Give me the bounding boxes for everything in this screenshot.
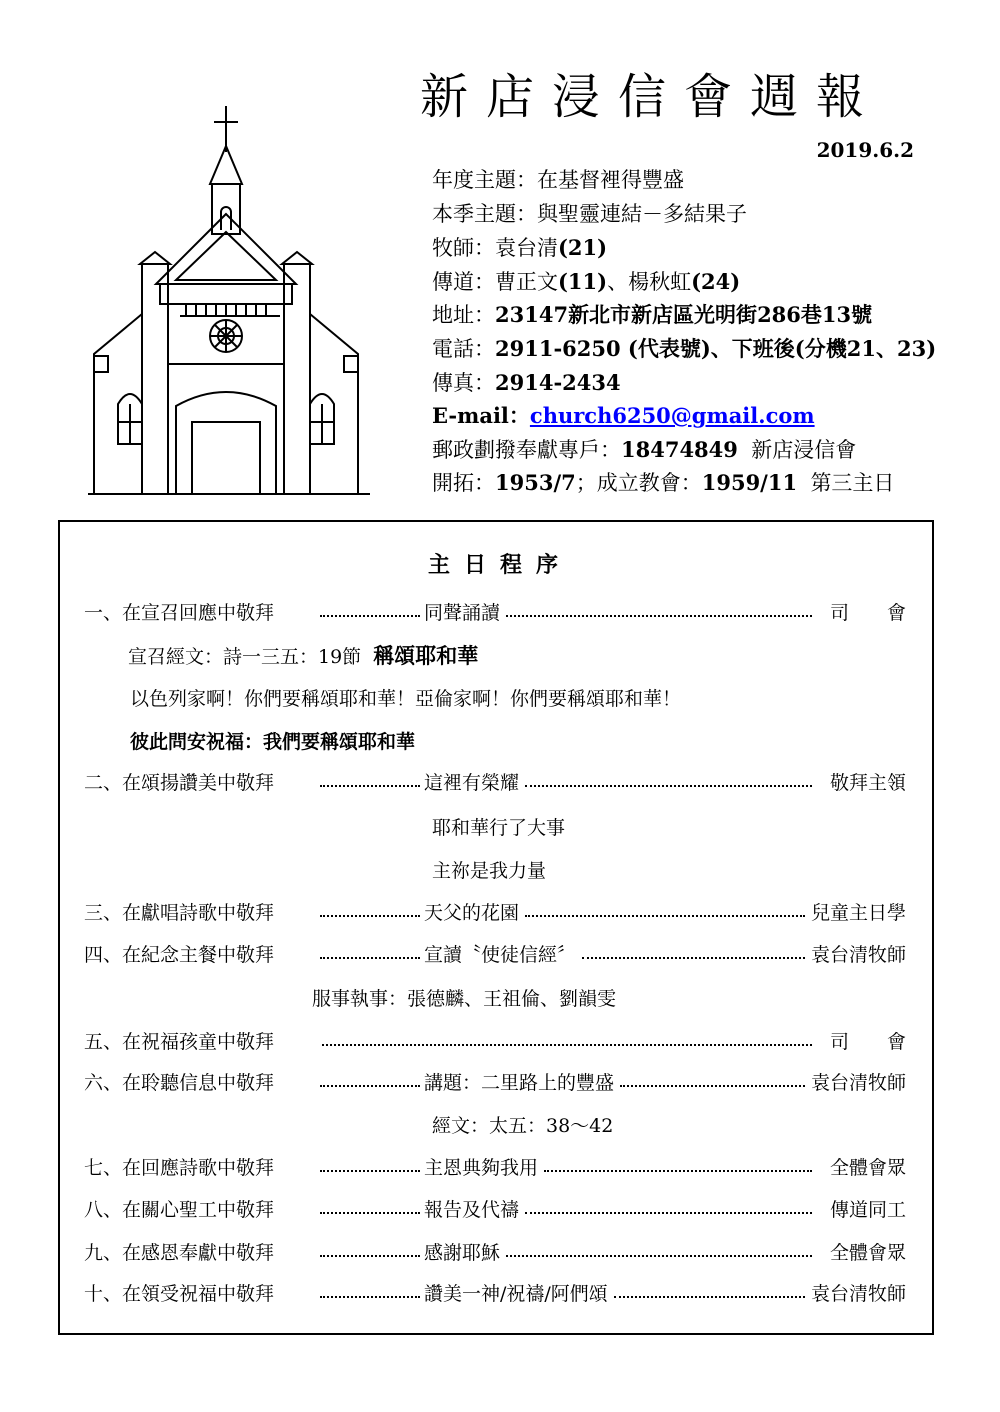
program-row — [84, 1066, 906, 1096]
church-illustration — [80, 104, 400, 499]
program-row — [84, 596, 906, 626]
program-content: 這裡有榮耀 — [424, 771, 520, 794]
year-theme: 年度主題：在基督裡得豐盛 — [432, 168, 684, 192]
program-item: 七、在回應詩歌中敬拜 — [84, 1156, 275, 1179]
program-item: 二、在頌揚讚美中敬拜 — [84, 771, 275, 794]
bulletin-title: 新店浸信會週報 — [420, 69, 883, 125]
program-content: 同聲誦讀 — [424, 601, 501, 624]
program-item: 九、在感恩奉獻中敬拜 — [84, 1241, 275, 1264]
dot-leader — [620, 1085, 805, 1087]
program-leader: 敬拜主領 — [829, 771, 906, 794]
program-row — [84, 766, 906, 796]
program-row — [84, 896, 906, 926]
greeting: 彼此問安祝福：我們要稱頌耶和華 — [130, 731, 416, 753]
deacons: 服事執事：張德麟、王祖倫、劉韻雯 — [312, 988, 617, 1010]
program-content: 天父的花園 — [424, 901, 520, 924]
dot-leader — [320, 1255, 420, 1257]
dot-leader — [525, 1212, 812, 1214]
program-item: 四、在紀念主餐中敬拜 — [84, 943, 275, 966]
program-item: 五、在祝福孩童中敬拜 — [84, 1030, 275, 1053]
song-2: 耶和華行了大事 — [432, 817, 566, 839]
program-item: 六、在聆聽信息中敬拜 — [84, 1071, 275, 1094]
email: E-mail：church6250@gmail.com — [432, 403, 815, 429]
call-scripture-line: 宣召經文：詩一三五：19節 稱頌耶和華 — [128, 643, 479, 668]
dot-leader — [320, 1085, 420, 1087]
dot-leader — [544, 1170, 812, 1172]
founding: 開拓：1953/7；成立教會：1959/11 第三主日 — [432, 470, 895, 496]
program-content: 感謝耶穌 — [424, 1241, 501, 1264]
dot-leader — [320, 785, 420, 787]
pastor: 牧師：袁台清(21) — [432, 235, 608, 261]
church-info — [432, 164, 936, 500]
dot-leader — [320, 957, 420, 959]
call-verse: 以色列家啊！你們要稱頌耶和華！亞倫家啊！你們要稱頌耶和華！ — [130, 688, 682, 710]
dot-leader — [322, 1044, 812, 1046]
program-row — [84, 938, 906, 968]
song-3: 主祢是我力量 — [432, 860, 547, 882]
dot-leader — [320, 1212, 420, 1214]
program-leader: 全體會眾 — [829, 1241, 906, 1264]
program-leader: 兒童主日學 — [810, 901, 906, 924]
season-theme: 本季主題：與聖靈連結－多結果子 — [432, 201, 747, 226]
fax: 傳真：2914-2434 — [432, 369, 621, 395]
program-leader: 司 會 — [829, 1030, 906, 1053]
dot-leader — [525, 915, 805, 917]
program-row — [84, 1025, 906, 1055]
dot-leader — [320, 915, 420, 917]
preachers: 傳道：曹正文(11)、楊秋虹(24) — [432, 268, 741, 294]
program-row — [84, 1151, 906, 1181]
program-item: 八、在關心聖工中敬拜 — [84, 1198, 275, 1221]
program-content: 宣讀〝使徒信經〞 — [424, 943, 577, 966]
dot-leader — [614, 1296, 805, 1298]
scripture: 經文：太五：38～42 — [432, 1115, 614, 1137]
dot-leader — [320, 1170, 420, 1172]
program-leader: 全體會眾 — [829, 1156, 906, 1179]
program-item: 十、在領受祝福中敬拜 — [84, 1282, 275, 1305]
dot-leader — [525, 785, 812, 787]
program-content: 讚美一神/祝禱/阿們頌 — [424, 1282, 608, 1305]
program-item: 一、在宣召回應中敬拜 — [84, 601, 275, 624]
program-content: 報告及代禱 — [424, 1198, 520, 1221]
program-heading: 主日程序 — [427, 552, 572, 578]
program-row — [84, 1193, 906, 1223]
email-link[interactable]: church6250@gmail.com — [529, 403, 815, 429]
program-item: 三、在獻唱詩歌中敬拜 — [84, 901, 275, 924]
program-leader: 司 會 — [829, 601, 906, 624]
dot-leader — [582, 957, 805, 959]
program-leader: 袁台清牧師 — [810, 1282, 906, 1305]
program-leader: 袁台清牧師 — [810, 1071, 906, 1094]
program-leader: 袁台清牧師 — [810, 943, 906, 966]
dot-leader — [320, 615, 420, 617]
program-row — [84, 1277, 906, 1307]
postal-account: 郵政劃撥奉獻專戶：18474849 新店浸信會 — [432, 436, 857, 462]
program-content: 講題：二里路上的豐盛 — [424, 1071, 615, 1094]
dot-leader — [506, 1255, 812, 1257]
program-content: 主恩典夠我用 — [424, 1156, 539, 1179]
phone: 電話：2911-6250 (代表號)、下班後(分機21、23) — [432, 335, 937, 361]
address: 地址：23147新北市新店區光明街286巷13號 — [432, 302, 873, 328]
bulletin-date: 2019.6.2 — [816, 138, 914, 162]
program-leader: 傳道同工 — [829, 1198, 906, 1221]
program-row — [84, 1236, 906, 1266]
dot-leader — [506, 615, 812, 617]
dot-leader — [320, 1296, 420, 1298]
